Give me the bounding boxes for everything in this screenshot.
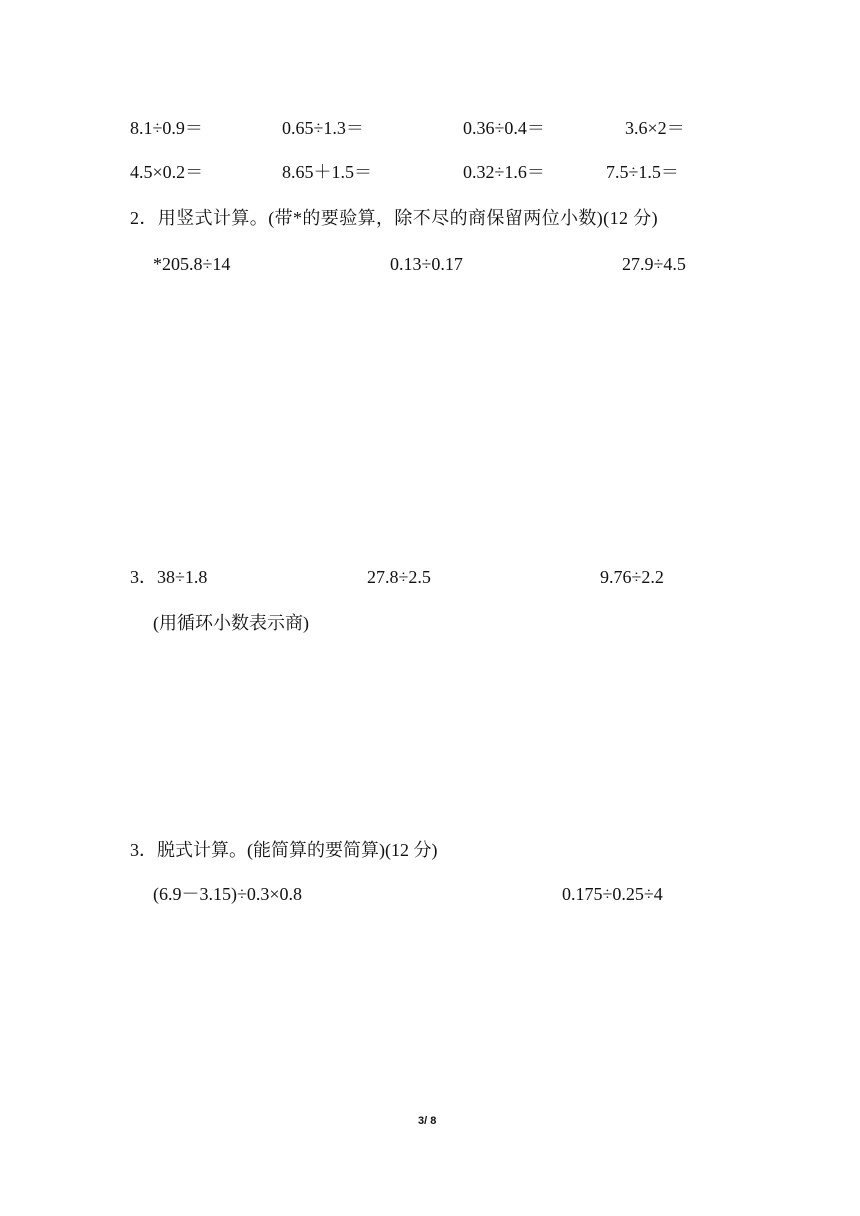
step-calc-problem: (6.9－3.15)÷0.3×0.8 [153,884,303,904]
column-division-problem: 0.13÷0.17 [390,254,463,274]
oral-problem: 4.5×0.2＝ [130,162,204,182]
oral-problem: 3.6×2＝ [625,118,685,138]
step-calc-problem: 0.175÷0.25÷4 [562,884,663,904]
column-division-problem: 27.9÷4.5 [622,254,686,274]
division-problem: 27.8÷2.5 [367,567,431,587]
oral-problem: 0.36÷0.4＝ [463,118,545,138]
section-3b-heading: 3．脱式计算。(能简算的要简算)(12 分) [130,840,438,860]
page-number: 3/ 8 [418,1115,437,1127]
oral-problem: 0.32÷1.6＝ [463,162,545,182]
oral-problem: 7.5÷1.5＝ [606,162,679,182]
section-2-heading: 2．用竖式计算。(带*的要验算，除不尽的商保留两位小数)(12 分) [130,208,659,228]
division-problem: 3．38÷1.8 [130,567,208,587]
section-3a-note: (用循环小数表示商) [153,613,309,633]
oral-problem: 8.65＋1.5＝ [282,162,372,182]
division-problem: 9.76÷2.2 [600,567,664,587]
column-division-problem: *205.8÷14 [153,254,231,274]
oral-problem: 8.1÷0.9＝ [130,118,203,138]
oral-problem: 0.65÷1.3＝ [282,118,364,138]
